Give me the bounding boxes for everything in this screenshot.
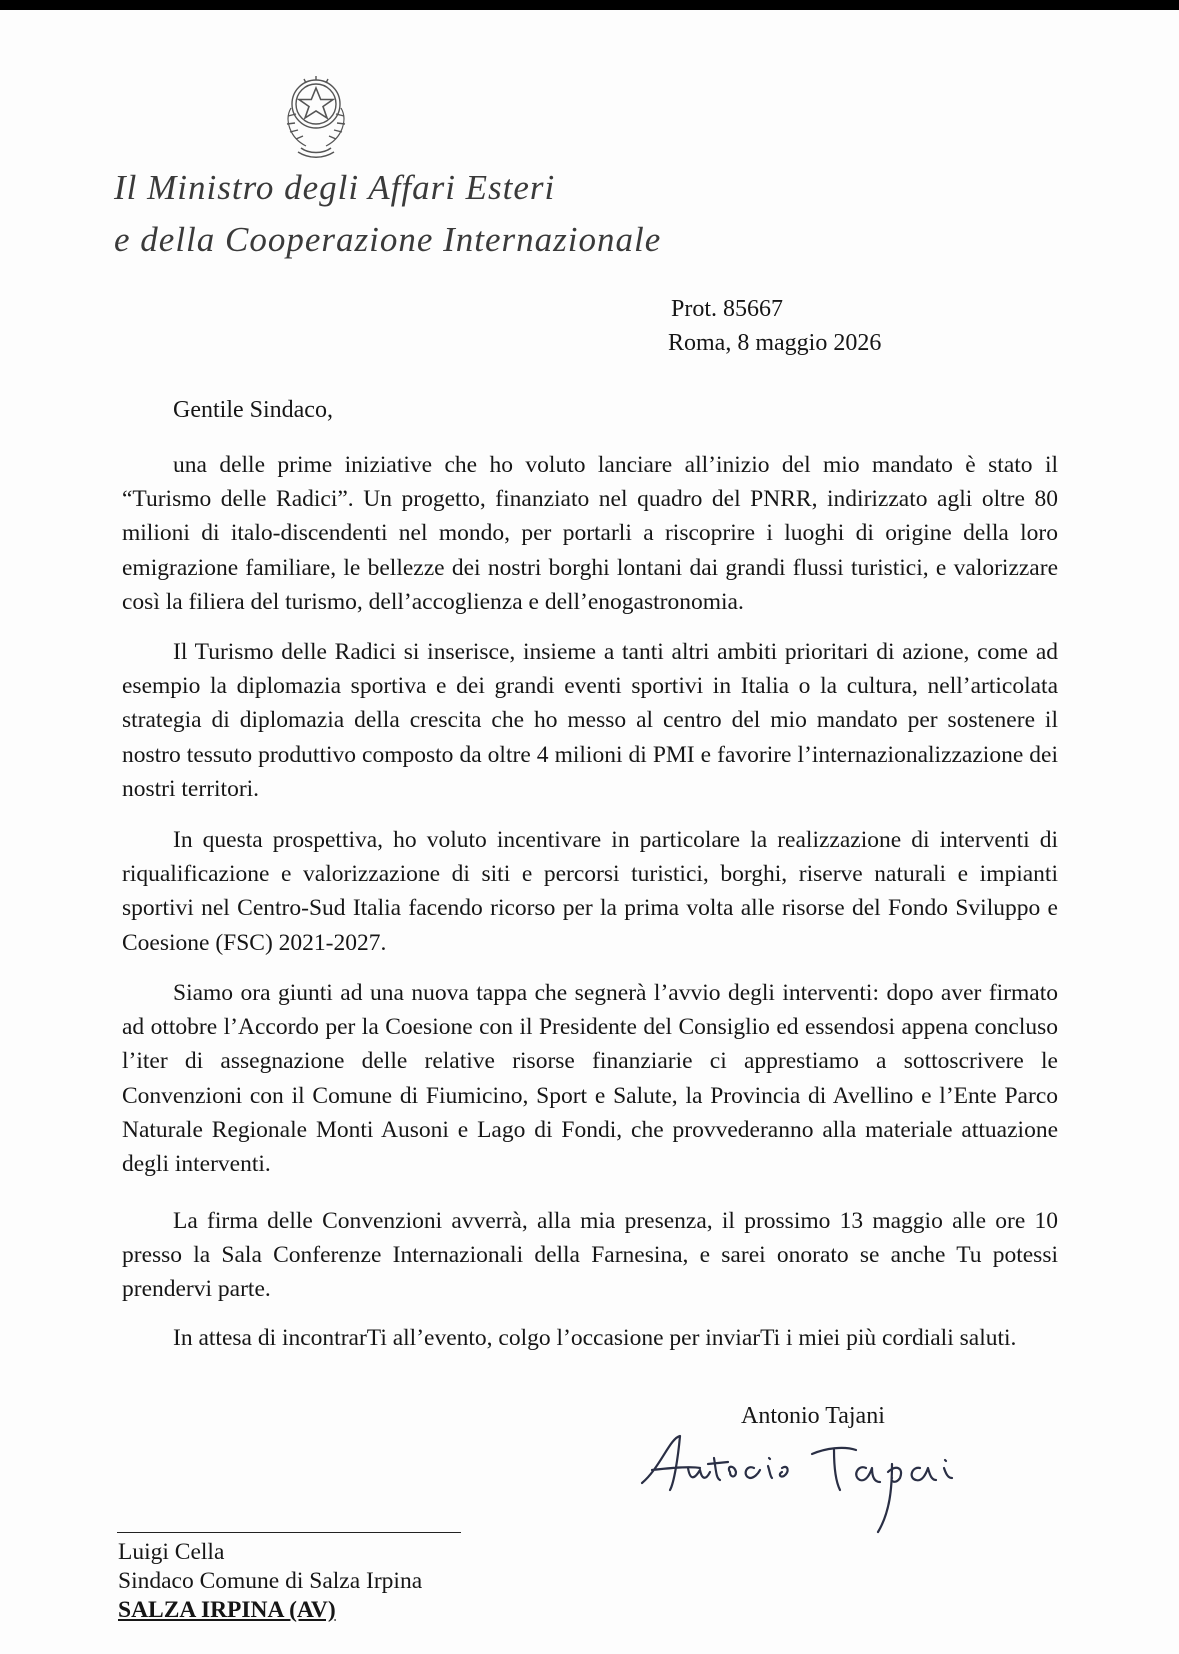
signer-name: Antonio Tajani — [741, 1403, 885, 1429]
letterhead-line-1: Il Ministro degli Affari Esteri — [114, 168, 556, 207]
reference-block — [668, 292, 882, 360]
salutation: Gentile Sindaco, — [173, 397, 333, 423]
italian-republic-emblem-icon — [276, 68, 356, 160]
paragraph-4: Siamo ora giunti ad una nuova tappa che segnerà l’avvio degli interventi: dopo aver firmato ad ottobre l’Accordo per la Coesione con il Presidente del Consiglio ed essendosi appena concluso l’iter di assegnazione delle relative risorse finanziarie ci apprestiamo a sottoscrivere le Convenzioni con il Comune di Fiumicino, Sport e Salute, la Provincia di Avellino e l’Ente Parco Naturale Regionale Monti Ausoni e Lago di Fondi, che provvederanno alla materiale attuazione degli interventi. — [122, 980, 1058, 1178]
letter-page — [0, 10, 1179, 1654]
recipient-title: Sindaco Comune di Salza Irpina — [118, 1568, 423, 1594]
protocol-number: Prot. 85667 — [671, 296, 784, 322]
handwritten-signature — [630, 1428, 1030, 1538]
signature-line — [117, 1532, 461, 1533]
recipient-block — [118, 1538, 422, 1625]
place-date: Roma, 8 maggio 2026 — [668, 330, 882, 356]
letterhead-line-2: e della Cooperazione Internazionale — [114, 220, 662, 259]
paragraph-3: In questa prospettiva, ho voluto incentivare in particolare la realizzazione di interventi di riqualificazione e valorizzazione di siti e percorsi turistici, borghi, riserve naturali e impianti sportivi nel Centro-Sud Italia facendo ricorso per la prima volta alle risorse del Fondo Sviluppo e Coesione (FSC) 2021-2027. — [122, 827, 1058, 956]
paragraph-5: La firma delle Convenzioni avverrà, alla mia presenza, il prossimo 13 maggio alle ore 10 presso la Sala Conferenze Internazionali della Farnesina, e sarei onorato se anche Tu potessi prendervi parte. — [122, 1208, 1058, 1303]
recipient-name: Luigi Cella — [118, 1539, 225, 1565]
paragraph-1: una delle prime iniziative che ho voluto lanciare all’inizio del mio mandato è stato il “Turismo delle Radici”. Un progetto, finanziato nel quadro del PNRR, indirizzato agli oltre 80 milioni di italo-discendenti nel mondo, per portarli a riscoprire i luoghi di origine della loro emigrazione familiare, le bellezze dei nostri borghi lontani dai grandi flussi turistici, e valorizzare così la filiera del turismo, dell’accoglienza e dell’enogastronomia. — [122, 452, 1058, 615]
paragraph-2: Il Turismo delle Radici si inserisce, insieme a tanti altri ambiti prioritari di azione, come ad esempio la diplomazia sportiva e dei grandi eventi sportivi in Italia o la cultura, nell’articolata strategia di diplomazia della crescita che ho messo al centro del mio mandato per sostenere il nostro tessuto produttivo composto da oltre 4 milioni di PMI e favorire l’internazionalizzazione dei nostri territori. — [122, 639, 1058, 802]
recipient-city: SALZA IRPINA (AV) — [118, 1597, 336, 1623]
paragraph-6: In attesa di incontrarTi all’evento, colgo l’occasione per inviarTi i miei più cordiali saluti. — [173, 1325, 1017, 1351]
